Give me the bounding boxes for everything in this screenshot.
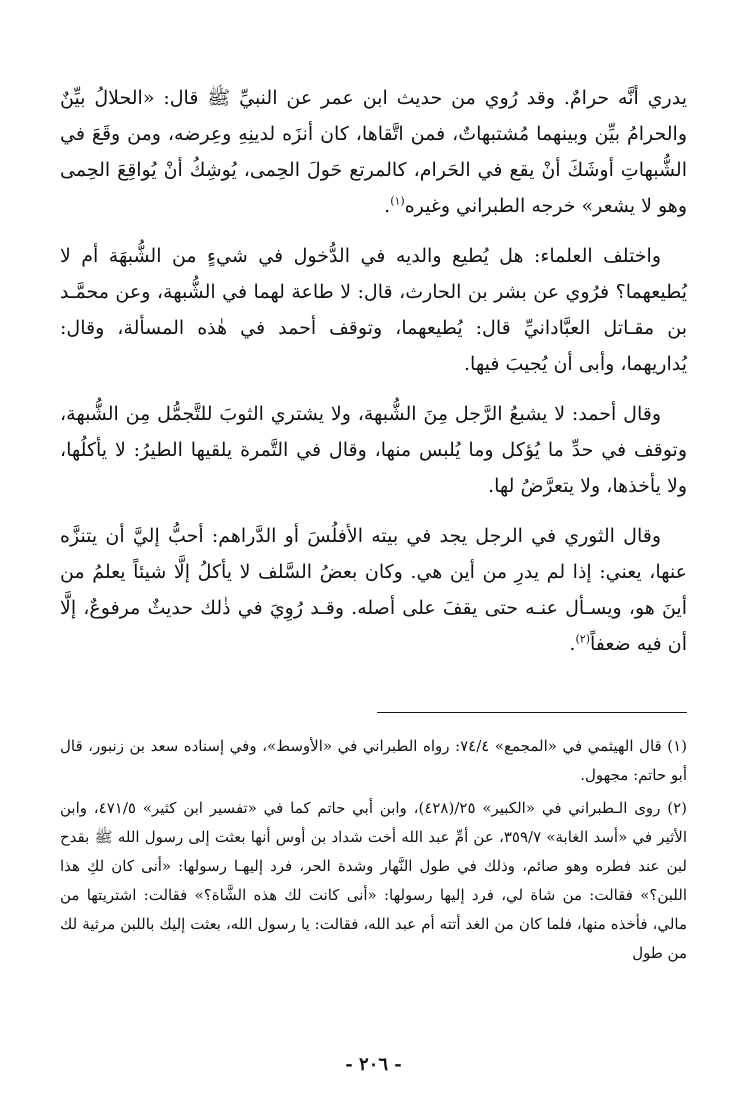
paragraph-4: وقال الثوري في الرجل يجد في بيته الأفلُسَ أو الدَّراهم: أحبُّ إليَّ أن يتنزَّه عنها، يعني: إذا لم يدرِ من أين هي. وكان بعضُ السَّلف لا يأكلُ إلَّا شيئاً يعلمُ من أينَ هو، ويسـأل عنـه حتى يقفَ على أصله. وقـد رُوِيَ في ذٰلك حديثٌ مرفوعٌ، إلَّا أن فيه ضعفاً$^{(٢)}$.	[60, 525, 687, 655]
paragraph-1-text: يدري أنَّه حرامٌ. وقد رُوي من حديث ابن عمر عن النبيِّ ﷺ قال: «الحلالُ بيِّنٌ والحرامُ بيِّن وبينهما مُشتبهاتٌ، فمن اتَّقاها، كان أنزَه لدينِهِ وعِرضه، ومن وقَعَ في الشُّبهاتِ أوشَكَ أنْ يقع في الحَرام، كالمرتع حَولَ الحِمى، يُوشِكُ أنْ يُواقِعَ الحِمى وهو لا يشعر» خرجه الطبراني وغيره	[60, 87, 687, 217]
paragraph-4-text: وقال الثوري في الرجل يجد في بيته الأفلُسَ أو الدَّراهم: أحبُّ إليَّ أن يتنزَّه عنها، يعني: إذا لم يدرِ من أين هي. وكان بعضُ السَّلف لا يأكلُ إلَّا شيئاً يعلمُ من أينَ هو، ويسـأل عنـه حتى يقفَ على أصله. وقـد رُوِيَ في ذٰلك حديثٌ مرفوعٌ، إلَّا أن فيه ضعفاً	[60, 525, 687, 655]
paragraph-1: يدري أنَّه حرامٌ. وقد رُوي من حديث ابن عمر عن النبيِّ ﷺ قال: «الحلالُ بيِّنٌ والحرامُ بيِّن وبينهما مُشتبهاتٌ، فمن اتَّقاها، كان أنزَه لدينِهِ وعِرضه، ومن وقَعَ في الشُّبهاتِ أوشَكَ أنْ يقع في الحَرام، كالمرتع حَولَ الحِمى، يُوشِكُ أنْ يُواقِعَ الحِمى وهو لا يشعر» خرجه الطبراني وغيره$^{(١)}$.	[60, 87, 687, 217]
paragraph-2	[60, 238, 687, 382]
footnote-separator	[377, 712, 687, 713]
paragraph-3	[60, 396, 687, 504]
paragraph-3-text: وقال أحمد: لا يشبعُ الرَّجل مِنَ الشُّبهة، ولا يشتري الثوبَ للتَّجمُّل مِن الشُّبهة، وتوقف في حدِّ ما يُؤكل وما يُلبس منها، وقال في التَّمرة يلقيها الطيرُ: لا يأكلُها، ولا يأخذها، ولا يتعرَّضُ لها.	[60, 403, 687, 497]
paragraph-2-text: واختلف العلماء: هل يُطيع والديه في الدُّخول في شيءٍ من الشُّبهَة أم لا يُطيعهما؟ فرُوي عن بشر بن الحارث، قال: لا طاعة لهما في الشُّبهة، وعن محمَّـد بن مقـاتل العبَّادانيِّ قال: يُطيعهما، وتوقف أحمد في هٰذه المسألة، وقال: يُداريهما، وأبى أن يُجيبَ فيها.	[60, 245, 687, 375]
main-text	[60, 80, 687, 676]
footnote-ref-1: (١)	[390, 194, 405, 208]
footnote-2: (٢) روى الـطبراني في «الكبير» ٢٥/(٤٢٨)، وابن أبي حاتم كما في «تفسير ابن كثير» ٤٧١/٥، وابن الأثير في «أسد الغابة» ٣٥٩/٧، عن أمِّ عبد الله أخت شداد بن أوس أنها بعثت إلى رسول الله ﷺ بقدح لبن عند فطره وهو صائم، وذلك في طول النَّهار وشدة الحر، فرد إليهـا رسولها: «أنى كان لكِ هذا اللبن؟» فقالت: من شاة لي، فرد إليها رسولها: «أنى كانت لك هذه الشَّاة؟» فقالت: اشتريتها من مالي، فأخذه منها، فلما كان من الغد أتته أم عبد الله، فقالت: يا رسول الله، بعثت إليك باللبن مرثية لك من طول	[60, 799, 688, 962]
footnotes	[60, 732, 687, 972]
book-page	[60, 0, 687, 1108]
footnote-ref-2: (٢)	[575, 632, 590, 646]
footnote-1: (١) قال الهيثمي في «المجمع» ٧٤/٤: رواه الطبراني في «الأوسط»، وفي إسناده سعد بن زنبور، قال أبو حاتم: مجهول.	[60, 737, 687, 784]
page-number: - ٢٠٦ -	[345, 1054, 402, 1075]
